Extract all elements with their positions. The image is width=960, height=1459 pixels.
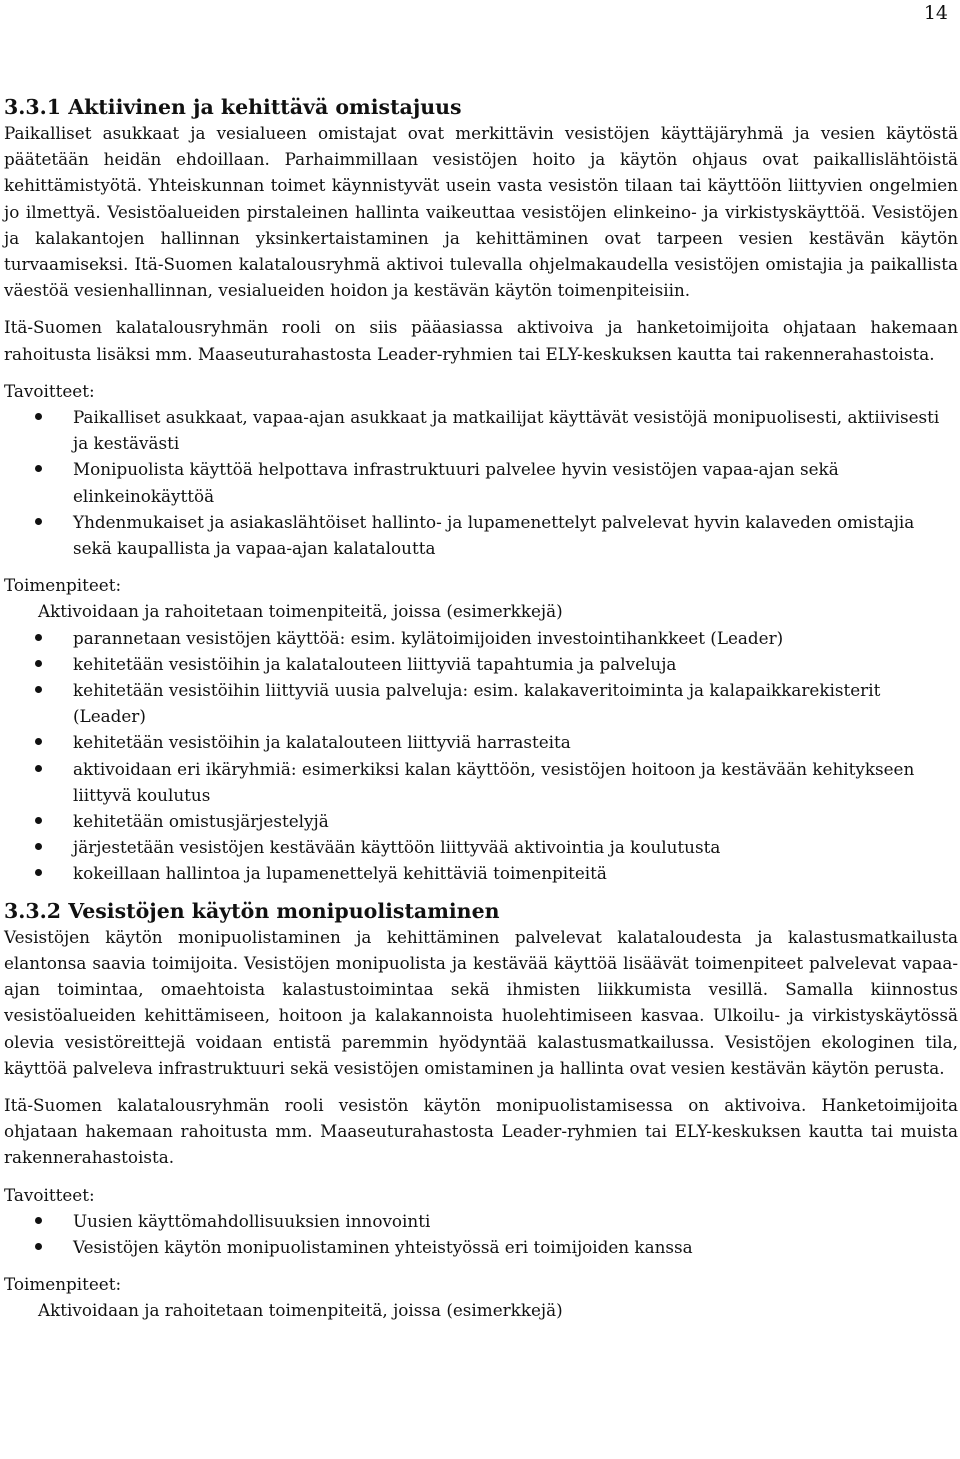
- list-item: kehitetään vesistöihin liittyviä uusia palveluja: esim. kalakaveritoiminta ja kalapaikkarekisterit (Leader): [4, 677, 958, 729]
- list-item: Uusien käyttömahdollisuuksien innovointi: [4, 1208, 958, 1234]
- list-item: järjestetään vesistöjen kestävään käyttöön liittyvää aktivointia ja koulutusta: [4, 834, 958, 860]
- section1-actions-intro: Aktivoidaan ja rahoitetaan toimenpiteitä, joissa (esimerkkejä): [38, 601, 563, 622]
- list-item: Paikalliset asukkaat, vapaa-ajan asukkaat ja matkailijat käyttävät vesistöjä monipuolisesti, aktiivisesti ja kestävästi: [4, 404, 958, 456]
- section1-paragraph-2: Itä-Suomen kalatalousryhmän rooli on siis pääasiassa aktivoiva ja hanketoimijoita ohjataan hakemaan rahoitusta lisäksi mm. Maaseuturahastosta Leader-ryhmien tai ELY-keskuksen kautta tai rakennerahastoista.: [4, 317, 958, 364]
- list-item: aktivoidaan eri ikäryhmiä: esimerkiksi kalan käyttöön, vesistöjen hoitoon ja kestävään kehitykseen liittyvä koulutus: [4, 756, 958, 808]
- list-item: Vesistöjen käytön monipuolistaminen yhteistyössä eri toimijoiden kanssa: [4, 1234, 958, 1260]
- section1-goals-list: [4, 404, 958, 561]
- list-item: Yhdenmukaiset ja asiakaslähtöiset hallinto- ja lupamenettelyt palvelevat hyvin kalaveden omistajia sekä kaupallista ja vapaa-ajan kalataloutta: [4, 509, 958, 561]
- section2-actions-intro: Aktivoidaan ja rahoitetaan toimenpiteitä, joissa (esimerkkejä): [38, 1300, 563, 1321]
- section-heading-3-3-2: 3.3.2 Vesistöjen käytön monipuolistaminen: [4, 898, 500, 923]
- section2-goals-list: [4, 1208, 958, 1260]
- section2-paragraph-1: Vesistöjen käytön monipuolistaminen ja kehittäminen palvelevat kalataloudesta ja kalastusmatkailusta elantonsa saavia toimijoita. Vesistöjen monipuolista ja kestävää käyttöä lisäävät toimenpiteet palvelevat vapaa-ajan toimintaa, omaehtoista kalastustoimintaa sekä ihmisten liikkumista vesillä. Samalla kiinnostus vesistöalueiden kehittämiseen, hoitoon ja kalakannoista huolehtimiseen kasvaa. Ulkoilu- ja virkistyskäytössä olevia vesistöreittejä voidaan entistä paremmin hyödyntää kalastusmatkailussa. Vesistöjen ekologinen tila, käyttöä palveleva infrastruktuuri sekä vesistöjen omistaminen ja hallinta ovat vesien kestävän käytön perusta.: [4, 926, 958, 1078]
- list-item: kokeillaan hallintoa ja lupamenettelyä kehittäviä toimenpiteitä: [4, 860, 958, 886]
- section-heading-3-3-1: 3.3.1 Aktiivinen ja kehittävä omistajuus: [4, 95, 462, 119]
- list-item: parannetaan vesistöjen käyttöä: esim. kylätoimijoiden investointihankkeet (Leader): [4, 625, 958, 651]
- section2-paragraph-2: Itä-Suomen kalatalousryhmän rooli vesistön käytön monipuolistamisessa on aktivoiva. Hanketoimijoita ohjataan hakemaan rahoitusta mm. Maaseuturahastosta Leader-ryhmien tai ELY-keskuksen kautta tai muista rakennerahastoista.: [4, 1094, 958, 1168]
- document-body: [4, 94, 958, 1324]
- page-number: 14: [923, 2, 948, 24]
- section2-goals-label: Tavoitteet:: [4, 1184, 95, 1205]
- list-item: kehitetään omistusjärjestelyjä: [4, 808, 958, 834]
- list-item: kehitetään vesistöihin ja kalatalouteen liittyviä tapahtumia ja palveluja: [4, 651, 958, 677]
- list-item: Monipuolista käyttöä helpottava infrastruktuuri palvelee hyvin vesistöjen vapaa-ajan sekä elinkeinokäyttöä: [4, 456, 958, 508]
- section1-goals-label: Tavoitteet:: [4, 380, 95, 401]
- section1-paragraph-1: Paikalliset asukkaat ja vesialueen omistajat ovat merkittävin vesistöjen käyttäjäryhmä ja vesien käytöstä päätetään heidän ehdoillaan. Parhaimmillaan vesistöjen hoito ja käytön ohjaus ovat paikallislähtöistä kehittämistyötä. Yhteiskunnan toimet käynnistyvät usein vasta vesistön tilaan tai käyttöön liittyvien ongelmien jo ilmettyä. Vesistöalueiden pirstaleinen hallinta vaikeuttaa vesistöjen elinkeino- ja virkistyskäyttöä. Vesistöjen ja kalakantojen hallinnan yksinkertaistaminen ja kehittäminen ovat tarpeen vesien kestävän käytön turvaamiseksi. Itä-Suomen kalatalousryhmä aktivoi tulevalla ohjelmakaudella vesistöjen omistajia ja paikallista väestöä vesienhallinnan, vesialueiden hoidon ja kestävän käytön toimenpiteisiin.: [4, 123, 958, 301]
- section1-actions-list: [4, 625, 958, 887]
- section2-actions-label: Toimenpiteet:: [4, 1274, 122, 1295]
- list-item: kehitetään vesistöihin ja kalatalouteen liittyviä harrasteita: [4, 729, 958, 755]
- section1-actions-label: Toimenpiteet:: [4, 575, 122, 596]
